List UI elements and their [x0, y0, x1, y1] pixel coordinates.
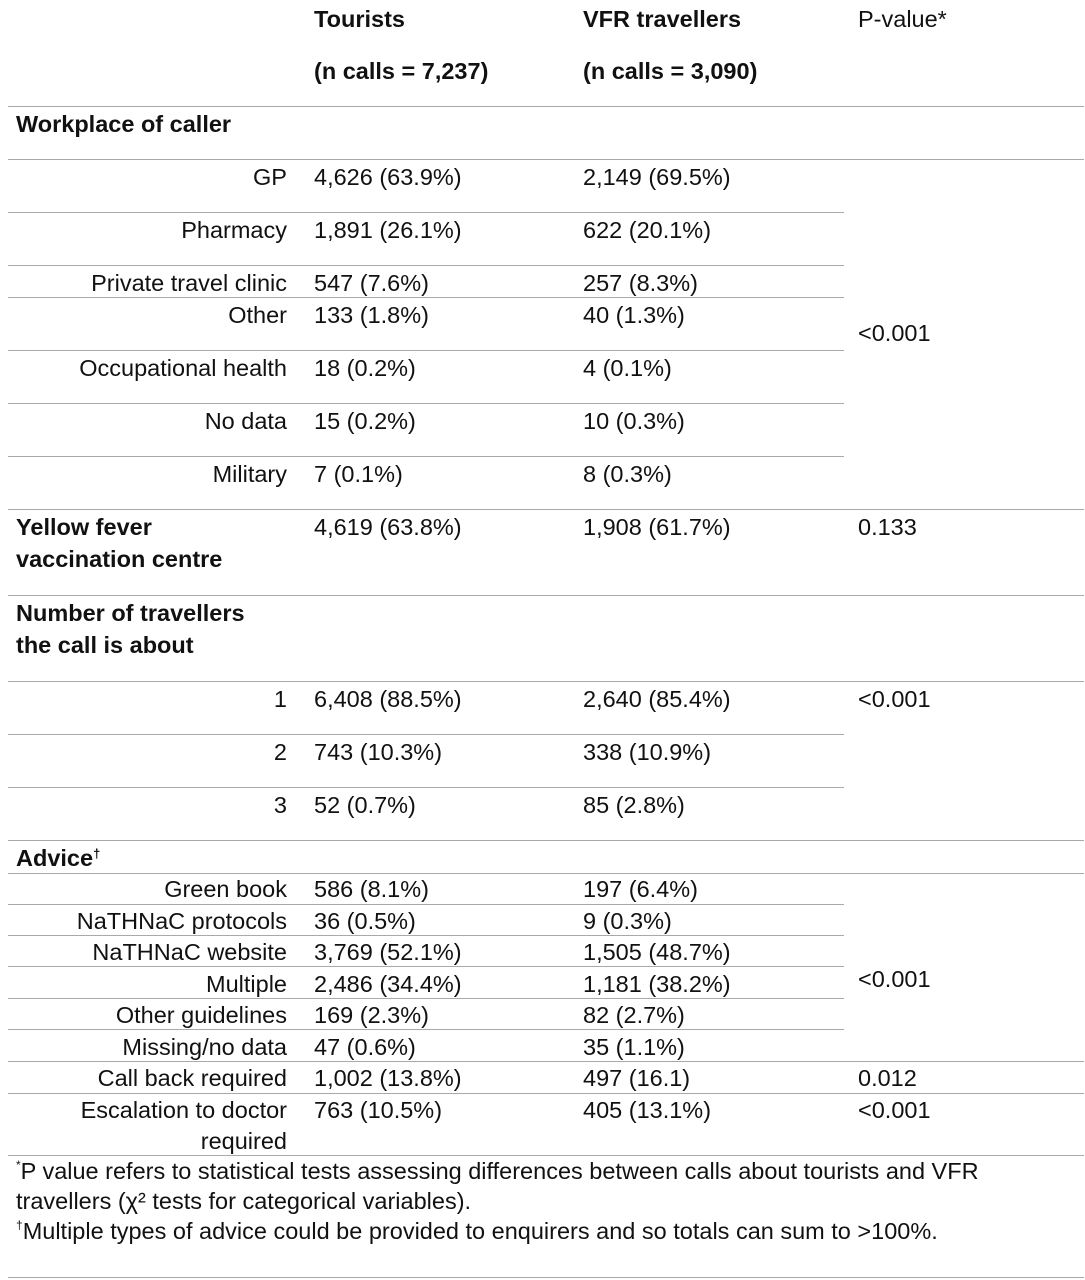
cell-tourists: 169 (2.3%): [314, 1002, 429, 1028]
rule: [8, 966, 844, 967]
cell-vfr: 9 (0.3%): [583, 908, 672, 934]
cell-vfr: 8 (0.3%): [583, 461, 672, 487]
pvalue-advice: <0.001: [858, 966, 931, 992]
cell-vfr: 85 (2.8%): [583, 792, 685, 818]
asterisk-mark: *: [16, 1158, 21, 1172]
row-label: Call back required: [97, 1065, 287, 1091]
row-label: Missing/no data: [122, 1034, 287, 1060]
dagger-mark: †: [93, 846, 101, 861]
pvalue-workplace: <0.001: [858, 320, 931, 346]
cell-vfr: 4 (0.1%): [583, 355, 672, 381]
footnote-1-text: P value refers to statistical tests assessing differences between calls about tourists and VFR travellers (χ² tests for categorical variables).: [16, 1158, 979, 1214]
pvalue-escalation: <0.001: [858, 1097, 931, 1123]
pvalue-yellow-fever: 0.133: [858, 514, 917, 540]
cell-tourists: 133 (1.8%): [314, 302, 429, 328]
row-label: Other: [228, 302, 287, 328]
rule: [8, 734, 844, 735]
row-label: GP: [253, 164, 287, 190]
row-label: No data: [204, 408, 287, 434]
rule: [8, 681, 1084, 682]
rule: [8, 456, 844, 457]
row-label: NaTHNaC website: [92, 939, 287, 965]
cell-tourists: 4,619 (63.8%): [314, 514, 462, 540]
section-workplace: Workplace of caller: [16, 111, 232, 137]
row-label: Green book: [164, 876, 287, 902]
cell-vfr: 622 (20.1%): [583, 217, 712, 243]
header-tourists: Tourists: [314, 6, 405, 32]
header-vfr-n: (n calls = 3,090): [583, 58, 758, 84]
footnote-1: [16, 1156, 1076, 1216]
rule: [8, 212, 844, 213]
row-label: Private travel clinic: [91, 270, 287, 296]
cell-vfr: 35 (1.1%): [583, 1034, 685, 1060]
cell-vfr: 338 (10.9%): [583, 739, 712, 765]
cell-vfr: 1,908 (61.7%): [583, 514, 731, 540]
cell-tourists: 1,002 (13.8%): [314, 1065, 462, 1091]
rule: [8, 595, 1084, 596]
cell-tourists: 547 (7.6%): [314, 270, 429, 296]
row-label: Military: [212, 461, 287, 487]
rule: [8, 159, 1084, 160]
cell-vfr: 1,505 (48.7%): [583, 939, 731, 965]
cell-tourists: 36 (0.5%): [314, 908, 416, 934]
row-label: 3: [273, 792, 287, 818]
cell-tourists: 52 (0.7%): [314, 792, 416, 818]
section-num-travellers: Number of travellers: [16, 600, 245, 626]
row-label-line2: required: [200, 1128, 287, 1154]
cell-tourists: 3,769 (52.1%): [314, 939, 462, 965]
cell-tourists: 763 (10.5%): [314, 1097, 443, 1123]
cell-tourists: 7 (0.1%): [314, 461, 403, 487]
section-yellow-fever: Yellow fever: [16, 514, 152, 540]
section-num-travellers-line2: the call is about: [16, 632, 194, 658]
pvalue-num-travellers: <0.001: [858, 686, 931, 712]
rule: [8, 1029, 844, 1030]
row-label: NaTHNaC protocols: [76, 908, 287, 934]
row-label: Pharmacy: [181, 217, 287, 243]
cell-vfr: 82 (2.7%): [583, 1002, 685, 1028]
rule: [8, 350, 844, 351]
cell-tourists: 18 (0.2%): [314, 355, 416, 381]
section-advice-label: Advice: [16, 845, 94, 871]
rule: [8, 297, 844, 298]
cell-vfr: 40 (1.3%): [583, 302, 685, 328]
cell-vfr: 197 (6.4%): [583, 876, 698, 902]
rule: [8, 1277, 1084, 1278]
section-yellow-fever-line2: vaccination centre: [16, 546, 223, 572]
cell-tourists: 743 (10.3%): [314, 739, 443, 765]
cell-vfr: 2,640 (85.4%): [583, 686, 731, 712]
cell-tourists: 4,626 (63.9%): [314, 164, 462, 190]
rule: [8, 403, 844, 404]
rule: [8, 509, 1084, 510]
row-label: Multiple: [206, 971, 287, 997]
cell-vfr: 497 (16.1): [583, 1065, 691, 1091]
row-label: Escalation to doctor: [80, 1097, 287, 1123]
cell-vfr: 257 (8.3%): [583, 270, 698, 296]
cell-vfr: 1,181 (38.2%): [583, 971, 731, 997]
header-vfr: VFR travellers: [583, 6, 742, 32]
row-label: Occupational health: [79, 355, 287, 381]
cell-tourists: 1,891 (26.1%): [314, 217, 462, 243]
row-label: 1: [273, 686, 287, 712]
section-advice: [16, 842, 100, 874]
cell-vfr: 405 (13.1%): [583, 1097, 712, 1123]
row-label: 2: [273, 739, 287, 765]
header-pvalue: P-value*: [858, 6, 947, 32]
rule: [8, 840, 1084, 841]
cell-vfr: 10 (0.3%): [583, 408, 685, 434]
cell-tourists: 6,408 (88.5%): [314, 686, 462, 712]
cell-tourists: 47 (0.6%): [314, 1034, 416, 1060]
cell-tourists: 586 (8.1%): [314, 876, 429, 902]
footnotes: [16, 1156, 1076, 1246]
cell-tourists: 2,486 (34.4%): [314, 971, 462, 997]
cell-tourists: 15 (0.2%): [314, 408, 416, 434]
rule: [8, 787, 844, 788]
rule: [8, 106, 1084, 107]
footnote-2-text: Multiple types of advice could be provided to enquirers and so totals can sum to >100%.: [22, 1218, 938, 1244]
pvalue-call-back: 0.012: [858, 1065, 917, 1091]
row-label: Other guidelines: [115, 1002, 287, 1028]
header-tourists-n: (n calls = 7,237): [314, 58, 489, 84]
cell-vfr: 2,149 (69.5%): [583, 164, 731, 190]
dagger-mark: †: [16, 1218, 23, 1232]
footnote-2: [16, 1216, 1076, 1246]
rule: [8, 265, 844, 266]
